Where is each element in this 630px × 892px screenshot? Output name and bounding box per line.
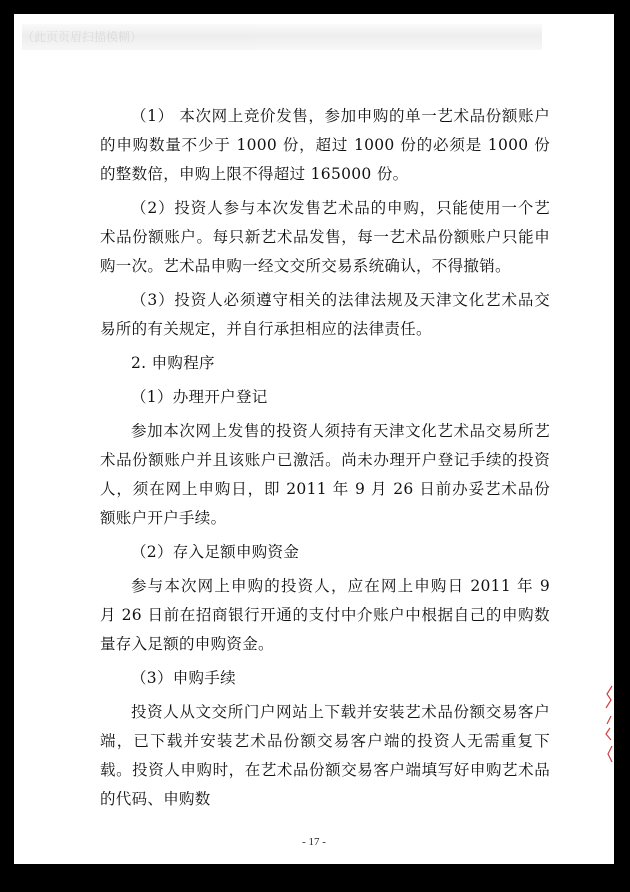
paragraph-deposit-funds: 参与本次网上申购的投资人，应在网上申购日 2011 年 9 月 26 日前在招商银行开通的支付中介账户中根据自己的申购数量存入足额的申购资金。 [100,577,550,653]
red-seal-edge-icon [604,684,614,764]
document-page [14,14,614,864]
paragraph-single-account: （2）投资人参与本次发售艺术品的申购，只能使用一个艺术品份额账户。每只新艺术品发售，每一艺术品份额账户只能申购一次。艺术品申购一经文交所交易系统确认，不得撤销。 [100,199,550,275]
subheading-subscription-steps: （3）申购手续 [131,669,236,687]
paragraph-account-registration: 参加本次网上发售的投资人须持有天津文化艺术品交易所艺术品份额账户并且该账户已激活。尚未办理开户登记手续的投资人，须在网上申购日，即 2011 年 9 月 26 日前办妥艺术品份额账户开户手续。 [100,422,550,527]
page-number: - 17 - [302,836,326,848]
subheading-deposit-funds: （2）存入足额申购资金 [131,543,300,561]
document-body [100,102,550,819]
heading-subscription-procedure: 2. 申购程序 [131,354,215,372]
paragraph-subscription-steps: 投资人从文交所门户网站上下载并安装艺术品份额交易客户端，已下载并安装艺术品份额交易客户端的投资人无需重复下载。投资人申购时，在艺术品份额交易客户端填写好申购艺术品的代码、申购数 [100,703,550,808]
scanned-header-strip [22,24,542,50]
paragraph-subscription-quantity: （1） 本次网上竞价发售，参加申购的单一艺术品份额账户的申购数量不少于 1000 份，超过 1000 份的必须是 1000 份的整数倍，申购上限不得超过 165000 份。 [100,107,550,183]
header-scan-text: （此页页眉扫描模糊） [22,30,143,44]
subheading-account-registration: （1）办理开户登记 [131,388,268,406]
paragraph-legal-compliance: （3）投资人必须遵守相关的法律法规及天津文化艺术品交易所的有关规定，并自行承担相应的法律责任。 [100,291,550,338]
